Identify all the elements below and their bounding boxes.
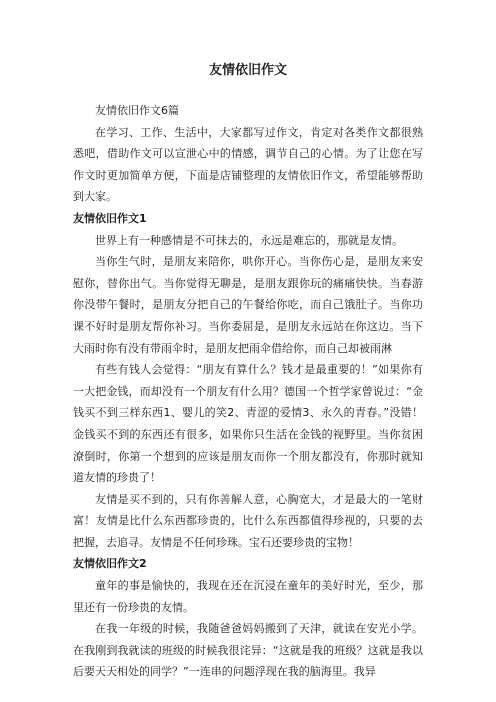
paragraph: 童年的事是愉快的，我现在还在沉浸在童年的美好时光，至少，那里还有一份珍贵的友情。	[73, 579, 423, 614]
paragraph: 友情依旧作文6篇	[95, 104, 179, 117]
paragraph: 友情是买不到的，只有你善解人意，心胸宽大，才是最大的一笔财富！友情是比什么东西都珍贵的，比什么东西都值得珍视的，只要的去把握，去追寻。友情是不任何珍珠。宝石还要珍贵的宝物！	[73, 492, 423, 549]
section-heading: 友情依旧作文2	[73, 557, 147, 571]
paragraph: 在我一年级的时候，我随爸爸妈妈搬到了天津，就读在安光小学。在我刚到我就读的班级的时候我很诧异：“这就是我的班级？这就是我以后要天天相处的同学？”一连串的问题浮现在我的脑海里。我异	[73, 622, 423, 679]
paragraph: 有些有钱人会觉得：“朋友有算什么？钱才是最重要的！”如果你有一大把金钱，而却没有一个朋友有什么用？德国一个哲学家曾说过：“金钱买不到三样东西1、婴儿的笑2、青涩的爱情3、永久的青春。”没错！金钱买不到的东西还有很多，如果你只生活在金钱的视野里。当你贫困潦倒时，你第一个想到的应该是朋友而你一个朋友都没有，你那时就知道友情的珍贵了！	[73, 363, 423, 485]
document-body	[73, 100, 423, 683]
section-heading: 友情依旧作文1	[73, 211, 147, 225]
paragraph: 在学习、工作、生活中，大家都写过作文，肯定对各类作文都很熟悉吧，借助作文可以宣泄心中的情感，调节自己的心情。为了让您在写作文时更加简单方便，下面是店铺整理的友情依旧作文，希望能够帮助到大家。	[73, 125, 423, 204]
paragraph: 当你生气时，是朋友来陪你，哄你开心。当你伤心是，是朋友来安慰你，替你出气。当你觉得无聊是，是朋友跟你玩的痛痛快快。当春游你没带午餐时，是朋友分把自己的午餐给你吃，而自己饿肚子。当你功课不好时是朋友帮你补习。当你委屈是，是朋友永远站在你这边。当下大雨时你有没有带雨伞时，是朋友把雨伞借给你，而自己却被雨淋	[73, 255, 423, 355]
paragraph: 世界上有一种感情是不可抹去的，永远是难忘的，那就是友情。	[95, 233, 403, 247]
document-title: 友情依旧作文	[208, 63, 287, 78]
